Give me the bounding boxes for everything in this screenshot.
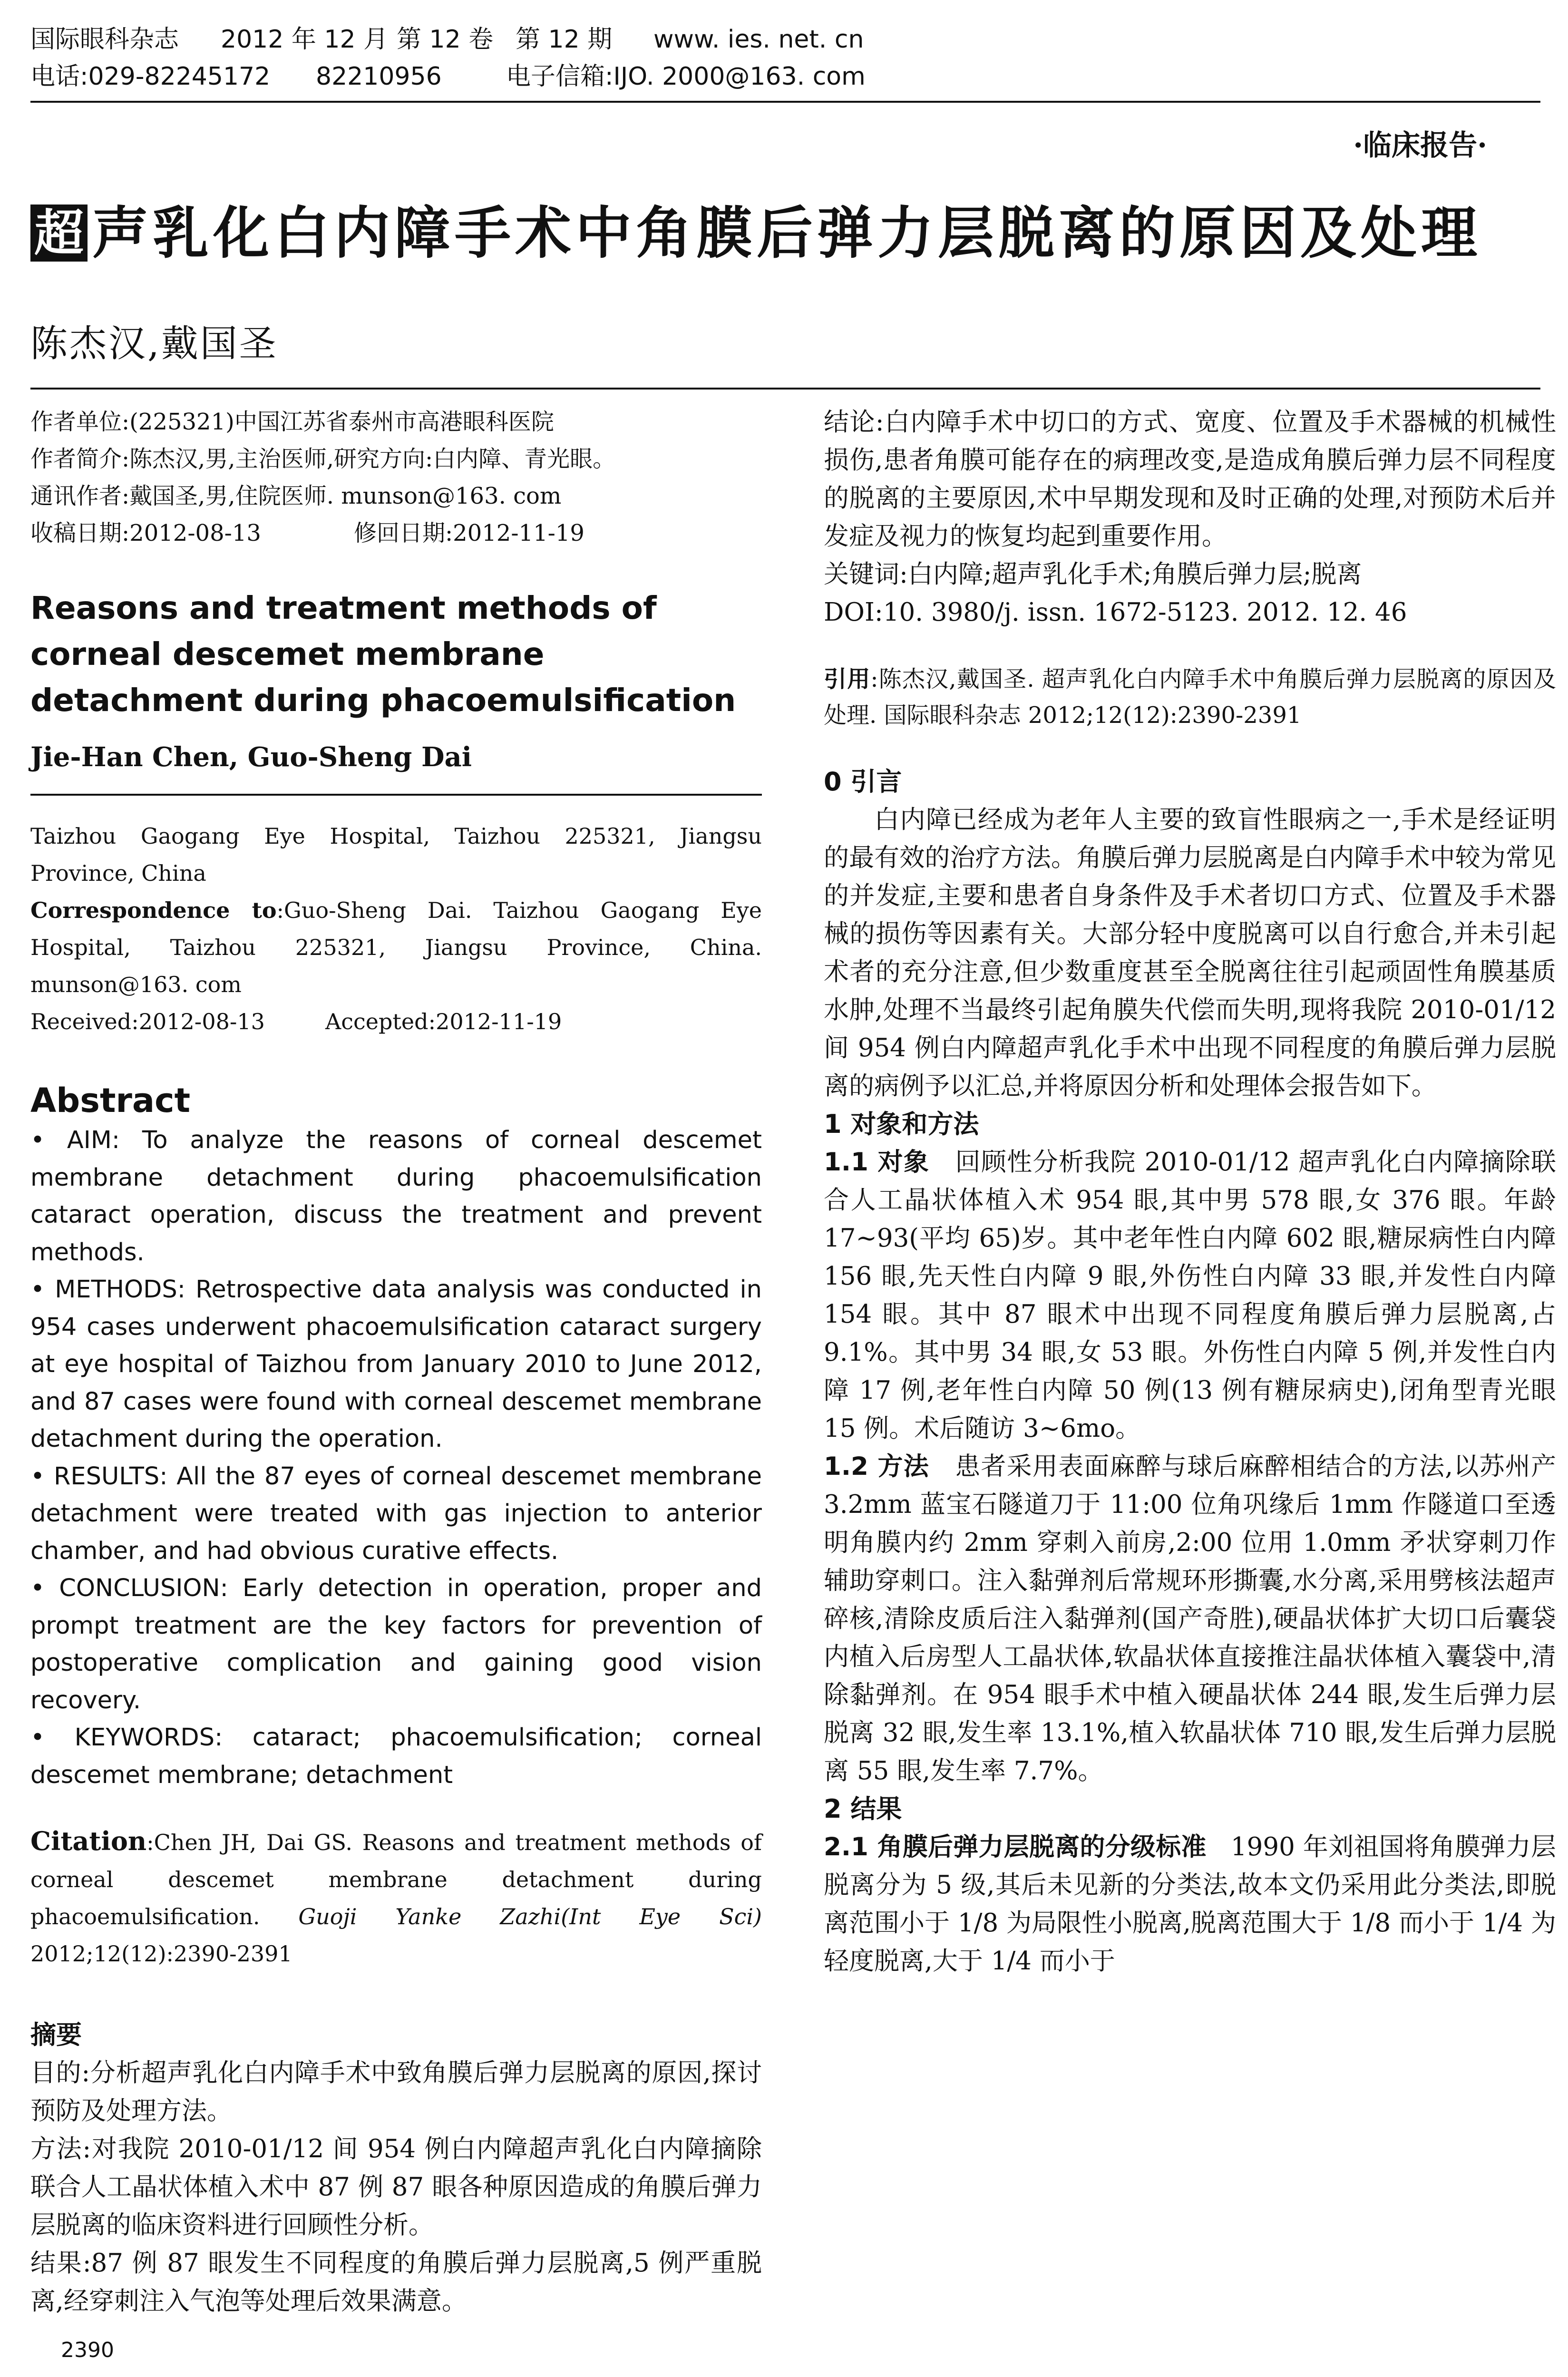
revised-date: 修回日期:2012-11-19 — [354, 520, 584, 546]
cn-abstract-methods: 方法:对我院 2010-01/12 间 954 例白内障超声乳化白内障摘除联合人工晶状体植入术中 87 例 87 眼各种原因造成的角膜后弹力层脱离的临床资料进行回顾性分析。 — [30, 2134, 762, 2240]
english-citation — [30, 1822, 762, 1972]
abstract-results: • RESULTS: All the 87 eyes of corneal descemet membrane detachment were treated with gas injection to anterior chamber, and had obvious curative effects. — [30, 1462, 762, 1565]
affiliation-block — [30, 403, 762, 552]
citation-label: Citation — [30, 1826, 147, 1856]
english-correspondence — [30, 892, 762, 1003]
cn-abstract-results: 结果:87 例 87 眼发生不同程度的角膜后弹力层脱离,5 例严重脱离,经穿刺注入气泡等处理后效果满意。 — [30, 2249, 762, 2316]
chinese-abstract — [30, 2016, 762, 2320]
page-number: 2390 — [61, 2338, 114, 2362]
article-body — [824, 763, 1556, 1980]
title-dropcap: 超 — [30, 205, 88, 262]
english-affiliation-block — [30, 818, 762, 1040]
section-1-2-text: 患者采用表面麻醉与球后麻醉相结合的方法,以苏州产 3.2mm 蓝宝石隧道刀于 11:00 位角巩缘后 1mm 作隧道口至透明角膜内约 2mm 穿刺入前房,2:00 位用 1.0mm 矛状穿刺刀作辅助穿刺口。注入黏弹剂后常规环形撕囊,水分离,采用劈核法超声碎核,清除皮质后注入黏弹剂(国产奇胜),硬晶状体扩大切口后囊袋内植入后房型人工晶状体,软晶状体直接推注晶状体植入囊袋中,清除黏弹剂。在 954 眼手术中植入硬晶状体 244 眼,发生后弹力层脱离 32 眼,发生率 13.1%,植入软晶状体 710 眼,发生后弹力层脱离 55 眼,发生率 7.7%。 — [824, 1452, 1557, 1785]
received-date: 收稿日期:2012-08-13 — [30, 520, 261, 546]
journal-website[interactable]: www. ies. net. cn — [653, 25, 864, 54]
abstract-methods: • METHODS: Retrospective data analysis was conducted in 954 cases underwent phacoemulsification cataract surgery at eye hospital of Taizhou from January 2010 to June 2012, and 87 cases were found with corneal descemet membrane detachment during the operation. — [30, 1276, 762, 1453]
right-column — [824, 403, 1556, 1980]
citation-journal: Guoji Yanke Zazhi(Int Eye Sci) — [298, 1904, 762, 1929]
cn-citation-text: :陈杰汉,戴国圣. 超声乳化白内障手术中角膜后弹力层脱离的原因及处理. 国际眼科杂志 2012;12(12):2390-2391 — [824, 666, 1556, 729]
intro-heading: 0 引言 — [824, 767, 902, 797]
issue-number: 第 12 期 — [516, 25, 613, 54]
english-dates — [30, 1003, 762, 1040]
journal-email[interactable]: 电子信箱:IJO. 2000@163. com — [506, 62, 866, 91]
section-2-1-text: 1990 年刘祖国将角膜弹力层脱离分为 5 级,其后未见新的分类法,故本文仍采用此分类法,即脱离范围小于 1/8 为局限性小脱离,脱离范围大于 1/8 而小于 1/4 为轻度脱离,大于 1/4 而小于 — [824, 1832, 1556, 1976]
author-unit: 作者单位:(225321)中国江苏省泰州市高港眼科医院 — [30, 409, 554, 435]
section-1-1-text: 回顾性分析我院 2010-01/12 超声乳化白内障摘除联合人工晶状体植入术 954 眼,其中男 578 眼,女 376 眼。年龄 17~93(平均 65)岁。其中老年性白内障 602 眼,糖尿病性白内障 156 眼,先天性白内障 9 眼,外伤性白内障 33 眼,并发性白内障 154 眼。其中 87 眼术中出现不同程度角膜后弹力层脱离,占 9.1%。其中男 34 眼,女 53 眼。外伤性白内障 5 例,并发性白内障 17 例,老年性白内障 50 例(13 例有糖尿病史),闭角型青光眼 15 例。术后随访 3~6mo。 — [824, 1148, 1556, 1443]
title-text: 声乳化白内障手术中角膜后弹力层脱离的原因及处理 — [92, 200, 1482, 266]
left-column — [30, 403, 762, 2320]
issue-date: 2012 年 12 月 — [221, 25, 389, 54]
english-authors: Jie-Han Chen, Guo-Sheng Dai — [30, 741, 472, 773]
volume: 第 12 卷 — [397, 25, 494, 54]
abstract-heading: Abstract — [30, 1081, 191, 1120]
section-1-2-label: 1.2 方法 — [824, 1452, 929, 1481]
abstract-keywords: • KEYWORDS: cataract; phacoemulsification; corneal descemet membrane; detachment — [30, 1724, 762, 1789]
english-received: Received:2012-08-13 — [30, 1009, 265, 1034]
phone-2: 82210956 — [316, 62, 442, 91]
section-1-2 — [824, 1448, 1556, 1790]
cn-abstract-aim: 目的:分析超声乳化白内障手术中致角膜后弹力层脱离的原因,探讨预防及处理方法。 — [30, 2058, 762, 2125]
section-tag: ·临床报告· — [1353, 129, 1487, 162]
section-2-1 — [824, 1828, 1556, 1980]
corresponding-author: 通讯作者:戴国圣,男,住院医师. munson@163. com — [30, 483, 562, 509]
english-authors-rule — [30, 794, 762, 796]
section-2-heading: 2 结果 — [824, 1794, 902, 1824]
author-bio: 作者简介:陈杰汉,男,主治医师,研究方向:白内障、青光眼。 — [30, 446, 616, 472]
journal-name: 国际眼科杂志 — [30, 25, 179, 54]
english-title: Reasons and treatment methods of corneal descemet membrane detachment during phacoemulsification — [30, 590, 736, 719]
citation-tail: 2012;12(12):2390-2391 — [30, 1941, 292, 1967]
cn-abstract-conclusion: 结论:白内障手术中切口的方式、宽度、位置及手术器械的机械性损伤,患者角膜可能存在的病理改变,是造成角膜后弹力层不同程度的脱离的主要原因,术中早期发现和及时正确的处理,对预防术后并发症及视力的恢复均起到重要作用。 — [824, 408, 1556, 551]
citation-text: :Chen JH, Dai GS. Reasons and treatment methods of corneal descemet membrane detachment during phacoemulsification. — [30, 1830, 762, 1929]
intro-paragraph: 白内障已经成为老年人主要的致盲性眼病之一,手术是经证明的最有效的治疗方法。角膜后弹力层脱离是白内障手术中较为常见的并发症,主要和患者自身条件及手术者切口方式、位置及手术器械的损伤等因素有关。大部分轻中度脱离可以自行愈合,并未引起术者的充分注意,但少数重度甚至全脱离往往引起顽固性角膜基质水肿,处理不当最终引起角膜失代偿而失明,现将我院 2010-01/12 间 954 例白内障超声乳化手术中出现不同程度的角膜后弹力层脱离的病例予以汇总,并将原因分析和处理体会报告如下。 — [824, 805, 1556, 1101]
section-1-1-label: 1.1 对象 — [824, 1148, 930, 1177]
article-title — [30, 200, 1482, 266]
section-1-1 — [824, 1143, 1556, 1448]
doi[interactable]: DOI:10. 3980/j. issn. 1672-5123. 2012. 12. 46 — [824, 598, 1407, 627]
cn-abstract-heading: 摘要 — [30, 2020, 82, 2050]
cn-citation-label: 引用 — [824, 666, 871, 692]
section-2-1-label: 2.1 角膜后弹力层脱离的分级标准 — [824, 1832, 1207, 1861]
phone: 电话:029-82245172 — [30, 62, 271, 91]
correspondence-text: :Guo-Sheng Dai. Taizhou Gaogang Eye Hospital, Taizhou 225321, Jiangsu Province, China. munson@163. com — [30, 897, 762, 997]
masthead-rule — [30, 101, 1540, 103]
english-affiliation: Taizhou Gaogang Eye Hospital, Taizhou 225321, Jiangsu Province, China — [30, 823, 762, 886]
dates-row — [30, 515, 762, 552]
masthead — [30, 21, 1540, 95]
correspondence-label: Correspondence to — [30, 897, 277, 923]
title-rule — [30, 388, 1540, 390]
english-accepted: Accepted:2012-11-19 — [325, 1009, 562, 1034]
abstract-body — [30, 1122, 762, 1794]
abstract-aim: • AIM: To analyze the reasons of corneal descemet membrane detachment during phacoemulsification cataract operation, discuss the treatment and prevent methods. — [30, 1126, 762, 1266]
section-1-heading: 1 对象和方法 — [824, 1109, 979, 1139]
abstract-conclusion: • CONCLUSION: Early detection in operation, proper and prompt treatment are the key factors for prevention of postoperative complication and gaining good vision recovery. — [30, 1574, 762, 1715]
chinese-citation — [824, 661, 1556, 733]
cn-keywords: 关键词:白内障;超声乳化手术;角膜后弹力层;脱离 — [824, 560, 1362, 589]
authors-cn: 陈杰汉,戴国圣 — [30, 322, 278, 365]
